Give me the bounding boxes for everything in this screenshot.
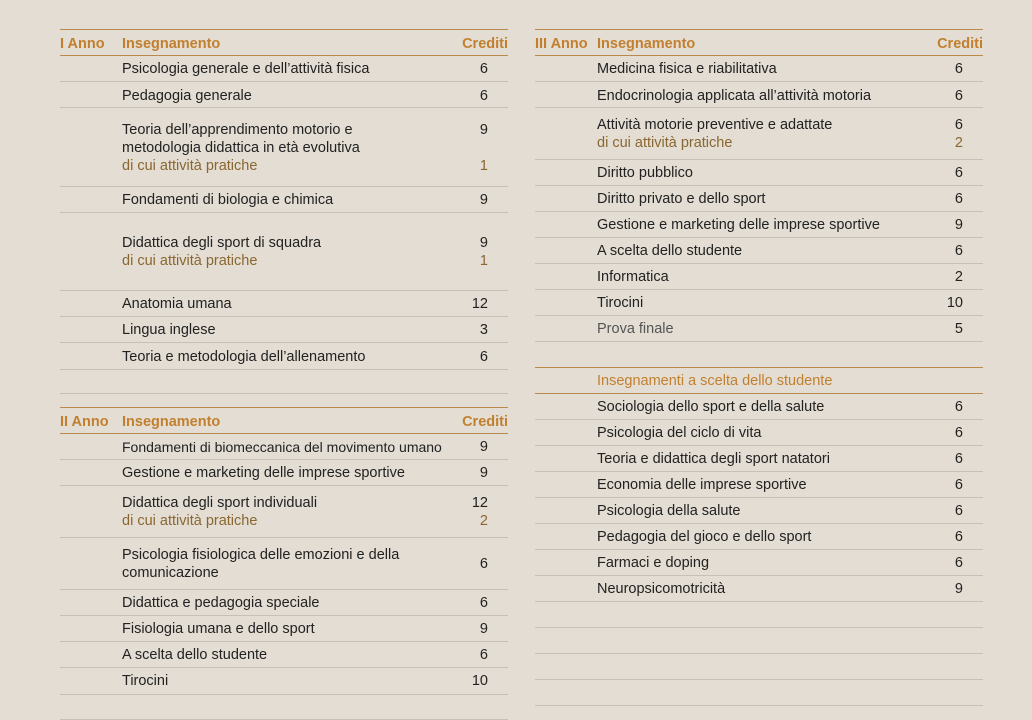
course-name: Informatica <box>597 269 669 285</box>
practical-label: di cui attività pratiche <box>597 135 733 151</box>
course-credits: 6 <box>954 61 963 77</box>
course-credits: 6 <box>954 165 963 181</box>
table-row <box>535 56 983 82</box>
year3-credits-header: Crediti <box>937 36 983 52</box>
table-row <box>535 446 983 472</box>
course-credits <box>933 116 963 152</box>
table-row <box>535 394 983 420</box>
course-name: Prova finale <box>597 321 674 337</box>
course-credits: 9 <box>479 465 488 481</box>
course-name <box>122 546 467 582</box>
table-row <box>60 317 508 343</box>
table-row <box>60 82 508 108</box>
table-row <box>60 434 508 460</box>
course-name-line1: Didattica degli sport individuali <box>122 495 318 511</box>
course-name: Gestione e marketing delle imprese sportive <box>122 465 405 481</box>
year3-label: III Anno <box>535 36 588 52</box>
year1-header <box>60 29 508 56</box>
course-credits: 5 <box>954 321 963 337</box>
table-row <box>60 343 508 370</box>
table-row <box>60 291 508 317</box>
divider <box>535 628 983 654</box>
course-name: Pedagogia generale <box>122 88 252 104</box>
course-name: Fondamenti di biologia e chimica <box>122 192 334 208</box>
practical-credits: 1 <box>479 253 488 269</box>
credits-value: 9 <box>479 122 488 138</box>
course-credits: 6 <box>479 349 488 365</box>
table-row <box>60 668 508 695</box>
course-credits: 6 <box>479 61 488 77</box>
course-name: Lingua inglese <box>122 322 216 338</box>
course-credits: 9 <box>479 192 488 208</box>
course-name: Diritto pubblico <box>597 165 693 181</box>
table-row <box>60 642 508 668</box>
table-row <box>535 264 983 290</box>
course-credits: 6 <box>954 88 963 104</box>
course-credits: 6 <box>479 88 488 104</box>
course-name: A scelta dello studente <box>122 647 268 663</box>
course-credits: 6 <box>479 556 488 572</box>
course-credits: 6 <box>479 595 488 611</box>
table-row <box>535 524 983 550</box>
practical-label: di cui attività pratiche <box>122 158 258 174</box>
practical-label: di cui attività pratiche <box>122 513 258 529</box>
course-credits: 9 <box>479 439 488 455</box>
table-row <box>535 160 983 186</box>
table-row <box>535 108 983 160</box>
course-name: Teoria e metodologia dell’allenamento <box>122 349 366 365</box>
course-name: Diritto privato e dello sport <box>597 191 766 207</box>
course-name: Farmaci e doping <box>597 555 710 571</box>
course-name: Economia delle imprese sportive <box>597 477 807 493</box>
practical-credits: 2 <box>479 513 488 529</box>
electives-header <box>535 367 983 394</box>
table-row <box>60 187 508 213</box>
course-credits: 6 <box>954 451 963 467</box>
course-name <box>597 116 942 152</box>
year2-label: II Anno <box>60 414 109 430</box>
practical-label: di cui attività pratiche <box>122 253 258 269</box>
course-name: Endocrinologia applicata all’attività motoria <box>597 88 872 104</box>
course-credits: 6 <box>954 503 963 519</box>
table-row <box>60 486 508 538</box>
course-credits: 2 <box>954 269 963 285</box>
table-row <box>535 82 983 108</box>
course-credits: 6 <box>954 243 963 259</box>
table-row <box>60 56 508 82</box>
course-name: Psicologia della salute <box>597 503 741 519</box>
right-column <box>535 29 983 706</box>
course-name-line2: comunicazione <box>122 565 219 581</box>
electives-title: Insegnamenti a scelta dello studente <box>597 373 833 389</box>
table-row <box>535 212 983 238</box>
course-credits: 3 <box>479 322 488 338</box>
course-name <box>122 494 467 530</box>
course-credits: 6 <box>479 647 488 663</box>
course-name: Tirocini <box>597 295 644 311</box>
table-row <box>535 472 983 498</box>
credits-value: 6 <box>954 117 963 133</box>
table-row <box>535 316 983 342</box>
table-row <box>60 616 508 642</box>
course-name: Anatomia umana <box>122 296 232 312</box>
year2-header <box>60 407 508 434</box>
table-row <box>535 498 983 524</box>
course-name: Psicologia generale e dell’attività fisica <box>122 61 370 77</box>
course-name: Pedagogia del gioco e dello sport <box>597 529 812 545</box>
course-name: Didattica e pedagogia speciale <box>122 595 320 611</box>
divider <box>535 602 983 628</box>
divider <box>60 695 508 720</box>
divider <box>60 370 508 394</box>
course-credits: 10 <box>471 673 488 689</box>
course-name: A scelta dello studente <box>597 243 743 259</box>
course-name-line1: Didattica degli sport di squadra <box>122 235 322 251</box>
credits-value: 9 <box>479 235 488 251</box>
course-name <box>122 234 467 270</box>
course-credits: 6 <box>954 399 963 415</box>
course-name-line1: Attività motorie preventive e adattate <box>597 117 833 133</box>
course-name: Tirocini <box>122 673 169 689</box>
course-name-line2: metodologia didattica in età evolutiva <box>122 140 360 156</box>
course-name: Teoria e didattica degli sport natatori <box>597 451 830 467</box>
table-row <box>60 213 508 291</box>
course-credits: 6 <box>954 191 963 207</box>
course-credits: 6 <box>954 529 963 545</box>
year2-subject-header: Insegnamento <box>122 414 221 430</box>
table-row <box>60 590 508 616</box>
year2-credits-header: Crediti <box>462 414 508 430</box>
course-name: Gestione e marketing delle imprese sportive <box>597 217 880 233</box>
table-row <box>535 238 983 264</box>
practical-credits: 2 <box>954 135 963 151</box>
year3-subject-header: Insegnamento <box>597 36 696 52</box>
divider <box>535 680 983 706</box>
course-credits: 9 <box>479 621 488 637</box>
course-name-line1: Psicologia fisiologica delle emozioni e della <box>122 547 400 563</box>
course-name: Fisiologia umana e dello sport <box>122 621 315 637</box>
practical-credits: 1 <box>479 158 488 174</box>
course-name: Fondamenti di biomeccanica del movimento umano <box>122 439 442 455</box>
year1-credits-header: Crediti <box>462 36 508 52</box>
divider <box>535 654 983 680</box>
course-credits <box>458 234 488 270</box>
course-credits <box>458 494 488 530</box>
table-row <box>535 550 983 576</box>
table-row <box>60 108 508 187</box>
table-row <box>535 186 983 212</box>
course-credits: 9 <box>954 581 963 597</box>
table-row <box>535 576 983 602</box>
table-row <box>60 538 508 590</box>
course-credits <box>458 121 488 175</box>
table-row <box>535 420 983 446</box>
course-credits: 9 <box>954 217 963 233</box>
table-row <box>60 460 508 486</box>
year1-label: I Anno <box>60 36 105 52</box>
course-name-line1: Teoria dell’apprendimento motorio e <box>122 122 353 138</box>
course-credits: 12 <box>471 296 488 312</box>
left-column <box>60 29 508 720</box>
course-name: Medicina fisica e riabilitativa <box>597 61 777 77</box>
course-name: Psicologia del ciclo di vita <box>597 425 762 441</box>
year1-subject-header: Insegnamento <box>122 36 221 52</box>
credits-value: 12 <box>471 495 488 511</box>
course-credits: 6 <box>954 477 963 493</box>
year3-header <box>535 29 983 56</box>
table-row <box>535 290 983 316</box>
course-name <box>122 121 467 175</box>
course-credits: 10 <box>946 295 963 311</box>
course-name: Sociologia dello sport e della salute <box>597 399 825 415</box>
course-credits: 6 <box>954 555 963 571</box>
course-name: Neuropsicomotricità <box>597 581 726 597</box>
course-credits: 6 <box>954 425 963 441</box>
